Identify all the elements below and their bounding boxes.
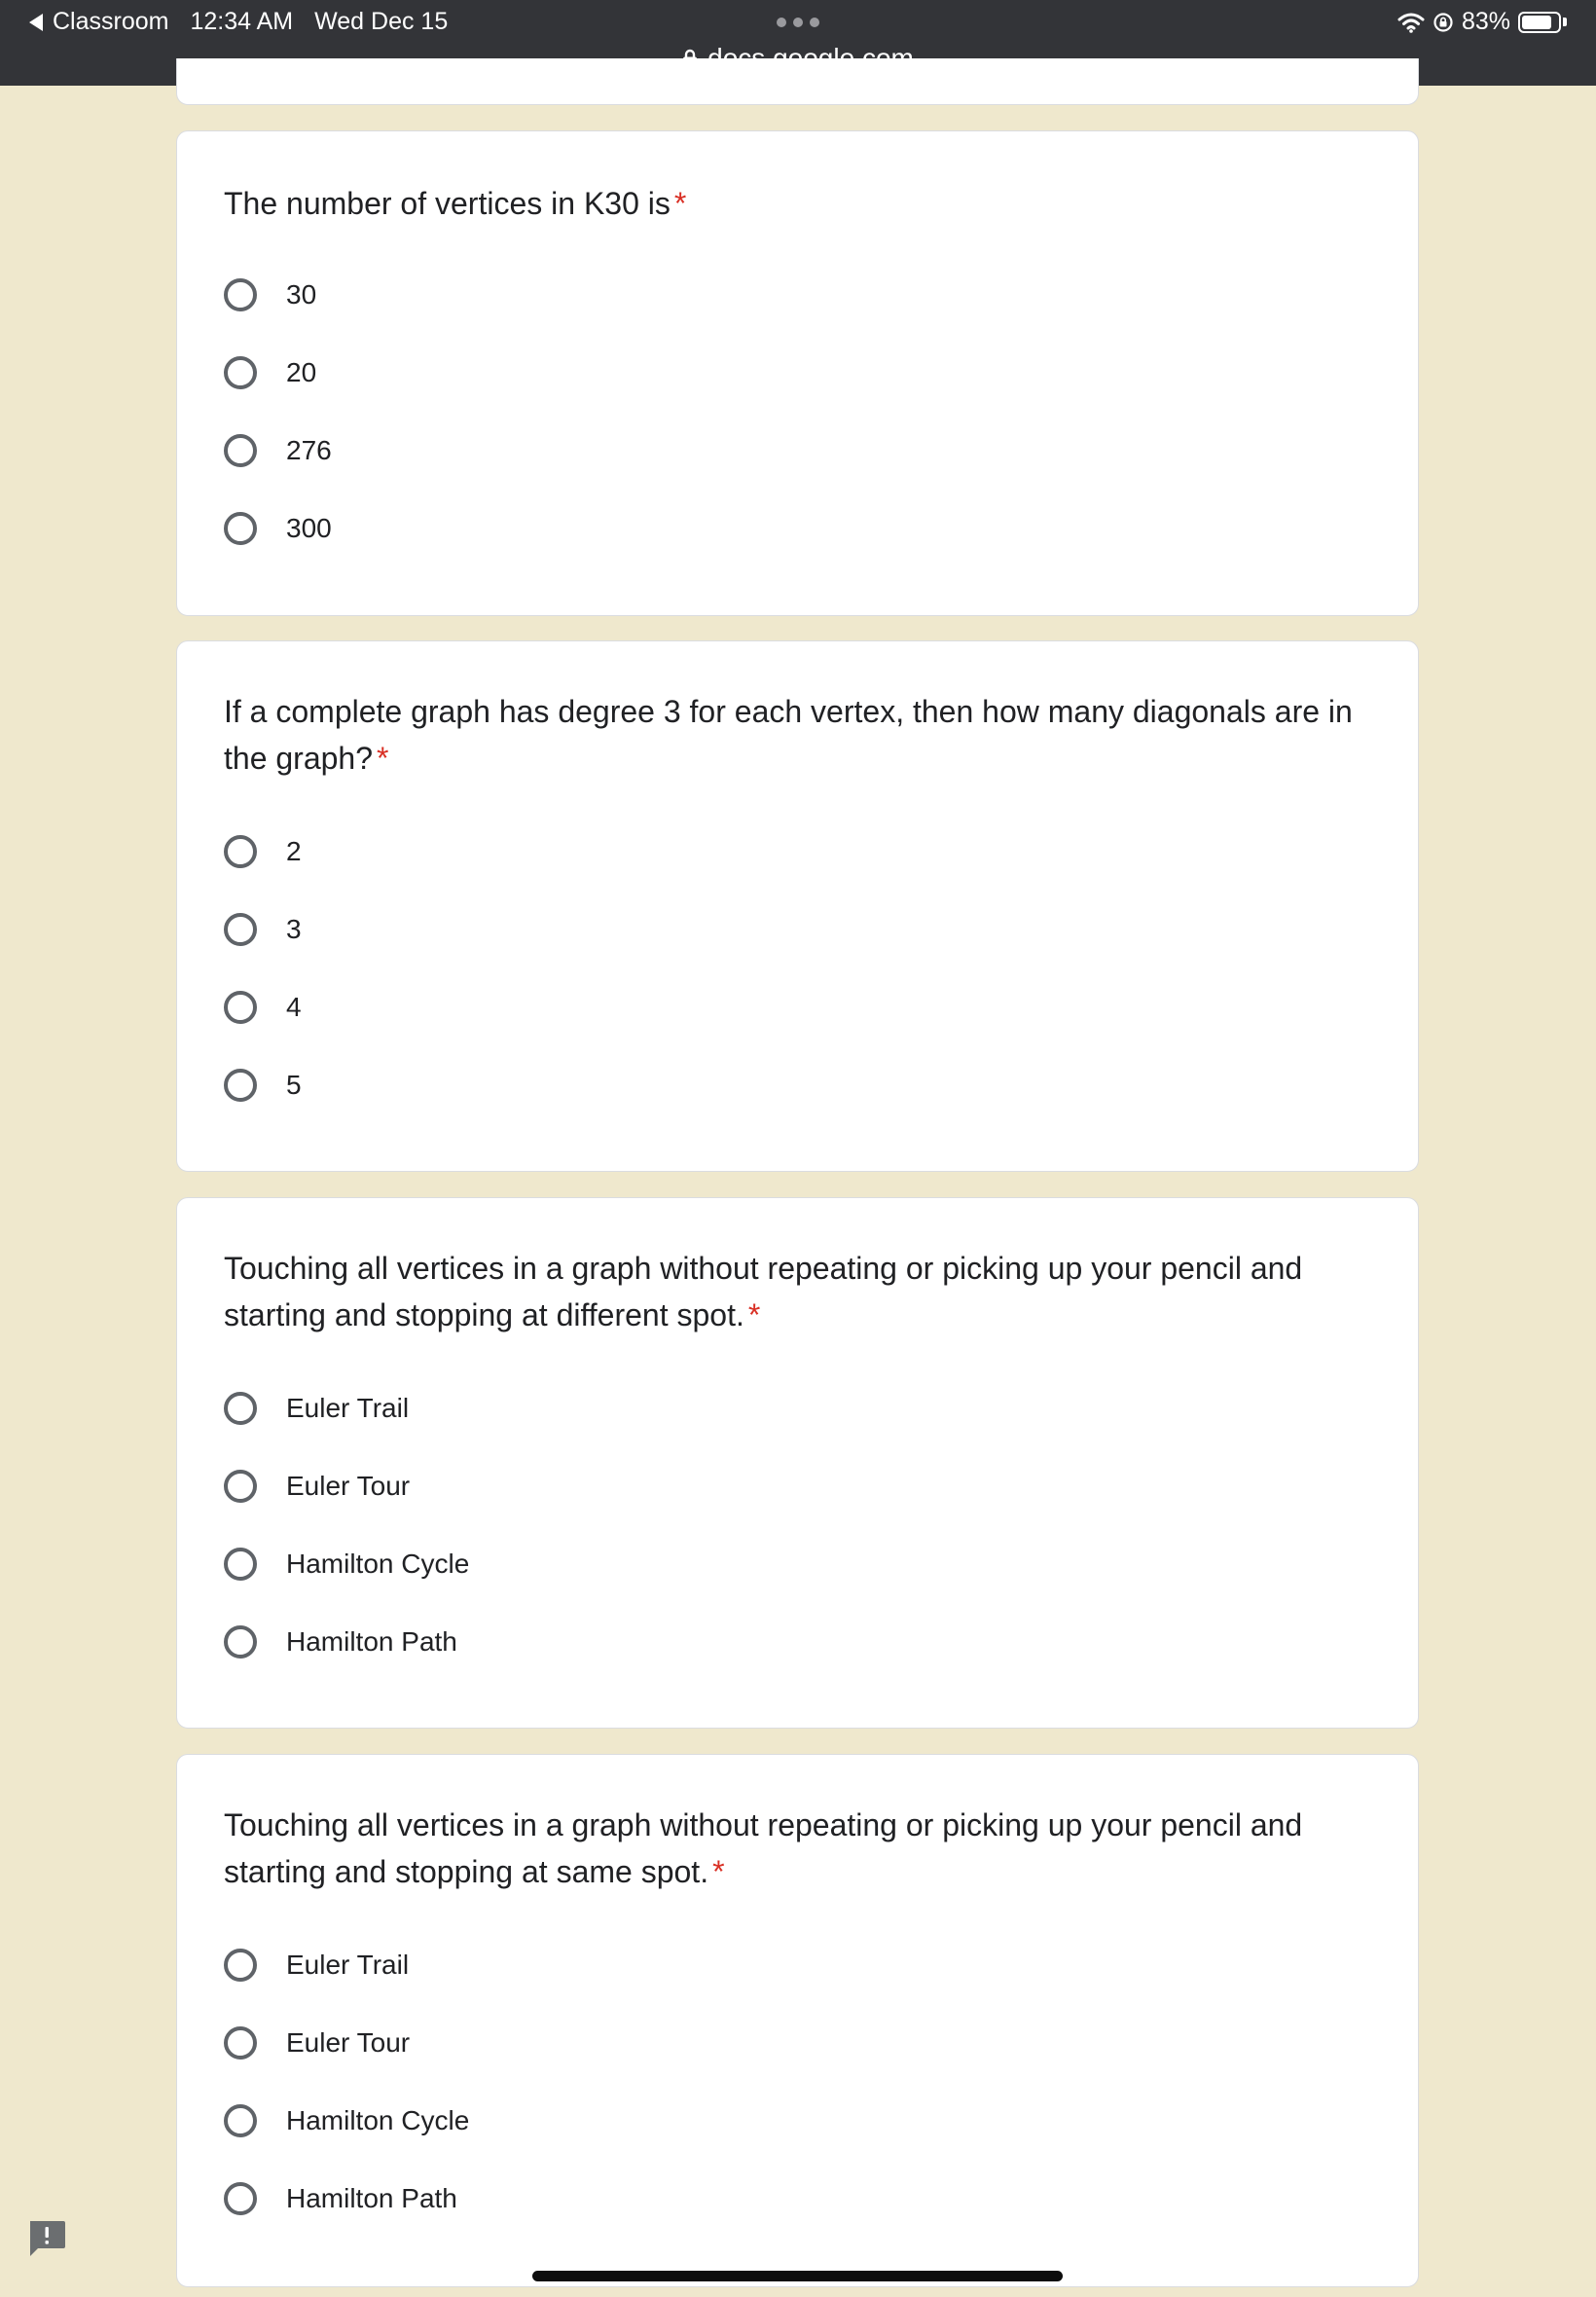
radio-option[interactable]: [224, 504, 332, 553]
question-text: The number of vertices in K30 is: [224, 186, 671, 221]
option-label: Euler Tour: [286, 2027, 411, 2058]
back-to-app-button[interactable]: [29, 8, 168, 36]
multitasking-dots-icon[interactable]: [777, 18, 819, 27]
radio-option[interactable]: [224, 1618, 457, 1666]
battery-percent: 83%: [1461, 8, 1510, 35]
question-title: [224, 180, 1372, 227]
back-app-label: Classroom: [53, 8, 169, 35]
required-asterisk: *: [747, 1297, 761, 1332]
option-label: 2: [286, 836, 302, 866]
radio-button[interactable]: [224, 1949, 257, 1982]
back-arrow-icon: [29, 14, 43, 31]
option-label: Euler Trail: [286, 1393, 410, 1423]
question-text: Touching all vertices in a graph without repeating or picking up your pencil and starting and stopping at different spot.: [224, 1251, 1303, 1332]
option-label: Hamilton Cycle: [286, 1549, 470, 1579]
question-card: [176, 130, 1419, 616]
radio-button[interactable]: [224, 356, 257, 389]
battery-icon: [1518, 12, 1561, 33]
battery-level: [1522, 16, 1551, 29]
radio-button[interactable]: [224, 1069, 257, 1102]
option-label: 3: [286, 914, 302, 944]
question-card: [176, 1197, 1419, 1729]
question-text: If a complete graph has degree 3 for each vertex, then how many diagonals are in the graph?: [224, 694, 1353, 776]
radio-option[interactable]: [224, 1462, 410, 1511]
previous-question-card: [176, 58, 1419, 105]
radio-button[interactable]: [224, 278, 257, 311]
option-label: 276: [286, 435, 332, 465]
radio-button[interactable]: [224, 512, 257, 545]
option-label: Hamilton Path: [286, 1626, 457, 1657]
radio-option[interactable]: [224, 271, 316, 319]
question-title: [224, 1245, 1372, 1338]
option-label: Euler Tour: [286, 1471, 411, 1501]
radio-option[interactable]: [224, 1540, 469, 1588]
option-label: Hamilton Cycle: [286, 2105, 470, 2135]
question-title: [224, 1802, 1372, 1895]
report-feedback-icon[interactable]: [26, 2219, 67, 2258]
radio-option[interactable]: [224, 1061, 302, 1110]
status-bar-right: [1397, 8, 1567, 36]
question-card: [176, 640, 1419, 1172]
question-text: Touching all vertices in a graph without repeating or picking up your pencil and starting and stopping at same spot.: [224, 1807, 1303, 1889]
radio-option[interactable]: [224, 905, 302, 954]
question-card: [176, 1754, 1419, 2287]
radio-option[interactable]: [224, 1384, 409, 1433]
radio-option[interactable]: [224, 983, 302, 1032]
radio-button[interactable]: [224, 1548, 257, 1581]
required-asterisk: *: [712, 1854, 725, 1889]
status-bar-left: [29, 8, 448, 36]
clock-time: 12:34 AM: [190, 8, 294, 35]
option-label: 20: [286, 357, 317, 387]
orientation-lock-icon: [1433, 12, 1454, 33]
radio-button[interactable]: [224, 835, 257, 868]
wifi-icon: [1397, 12, 1425, 33]
option-label: Euler Trail: [286, 1950, 410, 1980]
radio-button[interactable]: [224, 913, 257, 946]
required-asterisk: *: [377, 741, 389, 776]
option-label: Hamilton Path: [286, 2183, 457, 2213]
radio-button[interactable]: [224, 991, 257, 1024]
radio-option[interactable]: [224, 2019, 410, 2067]
radio-button[interactable]: [224, 2182, 257, 2215]
radio-option[interactable]: [224, 827, 302, 876]
radio-button[interactable]: [224, 1392, 257, 1425]
radio-button[interactable]: [224, 1470, 257, 1503]
radio-button[interactable]: [224, 434, 257, 467]
radio-button[interactable]: [224, 2104, 257, 2137]
clock-date: Wed Dec 15: [314, 8, 449, 35]
radio-button[interactable]: [224, 2026, 257, 2060]
radio-option[interactable]: [224, 1941, 409, 1989]
required-asterisk: *: [673, 186, 687, 221]
option-label: 5: [286, 1070, 302, 1100]
radio-option[interactable]: [224, 2174, 457, 2223]
radio-button[interactable]: [224, 1625, 257, 1659]
question-title: [224, 688, 1372, 782]
option-label: 30: [286, 279, 317, 310]
option-label: 4: [286, 992, 302, 1022]
radio-option[interactable]: [224, 348, 316, 397]
radio-option[interactable]: [224, 426, 332, 475]
option-label: 300: [286, 513, 332, 543]
home-indicator[interactable]: [532, 2271, 1063, 2281]
battery-cap: [1563, 18, 1567, 26]
radio-option[interactable]: [224, 2096, 469, 2145]
